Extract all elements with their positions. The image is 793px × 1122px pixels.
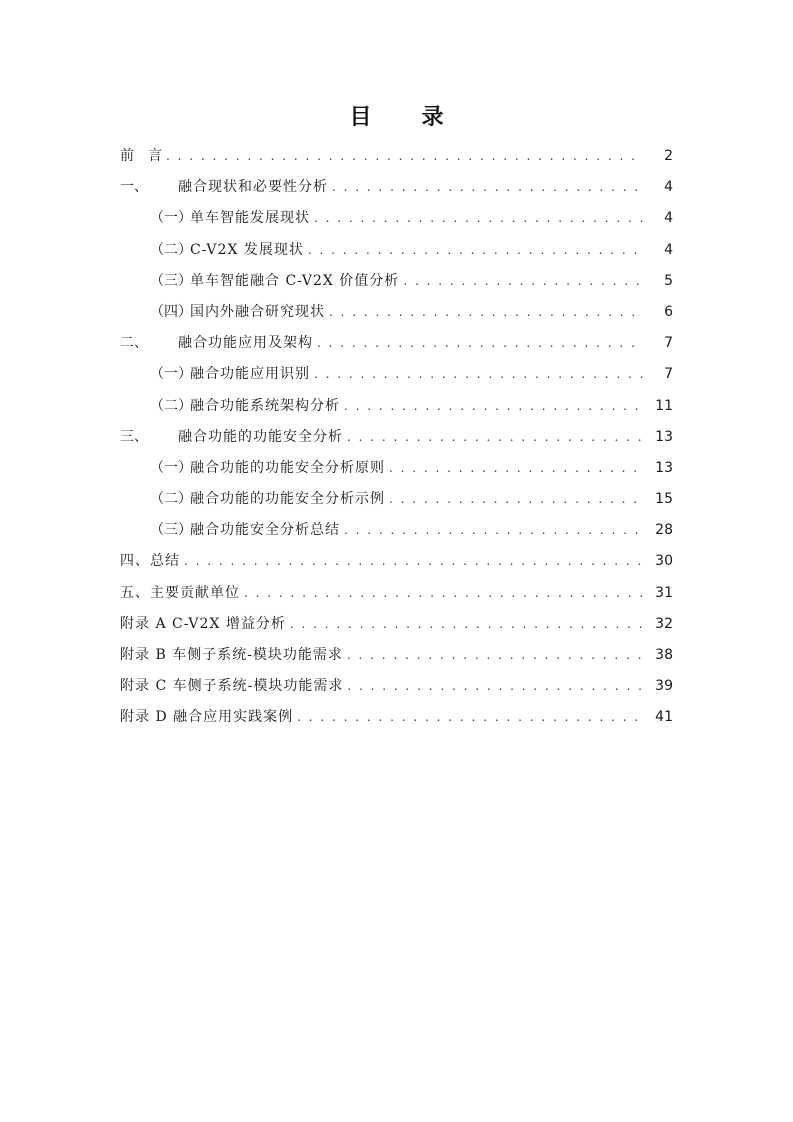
toc-entry-text: 单车智能发展现状 (190, 210, 310, 227)
toc-entry-text: 融合功能应用及架构 (178, 335, 313, 352)
toc-entry-text: 附录 C 车侧子系统-模块功能需求 (120, 678, 344, 695)
toc-entry-number: （二） (150, 397, 192, 414)
toc-entry-section-1-4[interactable] (0, 297, 793, 328)
toc-entry-appendix-d[interactable] (0, 702, 793, 733)
toc-entry-text: 融合现状和必要性分析 (178, 179, 328, 196)
toc-entry-appendix-a[interactable] (0, 609, 793, 640)
toc-entry-number: （四） (150, 303, 192, 320)
toc-entry-section-1-2[interactable] (0, 235, 793, 266)
dot-leader (297, 702, 643, 733)
dot-leader (332, 172, 643, 203)
toc-entry-page: 15 (655, 491, 673, 508)
toc-entry-number: 二、 (120, 335, 148, 352)
toc-entry-number: （二） (150, 241, 192, 258)
toc-entry-page: 11 (655, 397, 673, 414)
toc-entry-number: 三、 (120, 428, 148, 445)
toc-entry-page: 2 (664, 148, 673, 164)
toc-entry-page: 30 (655, 553, 673, 570)
dot-leader (184, 546, 643, 577)
toc-entry-section-3-2[interactable] (0, 484, 793, 515)
toc-entry-chapter-1[interactable] (0, 172, 793, 203)
toc-entry-text: 附录 B 车侧子系统-模块功能需求 (120, 647, 343, 663)
toc-entry-text: 四、总结 (120, 553, 180, 570)
toc-title-char-2: 录 (421, 105, 444, 130)
dot-leader (347, 671, 643, 702)
dot-leader (403, 266, 643, 297)
dot-leader (314, 203, 643, 234)
toc-entry-text: C-V2X 发展现状 (190, 241, 304, 258)
toc-entry-page: 4 (664, 210, 673, 227)
dot-leader (389, 484, 643, 515)
toc-entry-page: 13 (655, 459, 673, 476)
toc-entry-section-3-3[interactable] (0, 515, 793, 546)
toc-entry-text: 附录 A C-V2X 增益分析 (120, 615, 286, 632)
toc-entry-text: 单车智能融合 C-V2X 价值分析 (190, 272, 400, 289)
toc-entry-page: 38 (655, 647, 673, 663)
toc-entry-chapter-3[interactable] (0, 422, 793, 453)
toc-title (0, 100, 793, 131)
toc-entry-appendix-b[interactable] (0, 640, 793, 671)
dot-leader (389, 453, 643, 484)
dot-leader (344, 515, 643, 546)
toc-entry-page: 31 (655, 584, 673, 601)
dot-leader (308, 235, 643, 266)
toc-entry-section-1-1[interactable] (0, 203, 793, 234)
toc-entry-text: 国内外融合研究现状 (190, 303, 325, 320)
toc-entry-page: 41 (655, 709, 673, 726)
toc-entry-text: 融合功能的功能安全分析原则 (190, 459, 385, 476)
dot-leader (329, 297, 643, 328)
dot-leader (344, 391, 643, 422)
toc-entry-text: 融合功能的功能安全分析 (178, 428, 343, 445)
toc-title-char-1: 目 (349, 105, 372, 130)
toc-entry-text: 融合功能系统架构分析 (190, 397, 340, 414)
toc-entry-section-2-2[interactable] (0, 391, 793, 422)
toc-entry-page: 4 (664, 179, 673, 196)
toc-entry-number: （一） (150, 459, 192, 476)
toc-entry-number: （二） (150, 491, 192, 508)
toc-entry-section-1-3[interactable] (0, 266, 793, 297)
dot-leader (244, 578, 643, 609)
toc-entry-chapter-2[interactable] (0, 328, 793, 359)
toc-entry-page: 4 (664, 241, 673, 258)
dot-leader (290, 609, 643, 640)
toc-entry-number: 前 言 (120, 148, 162, 164)
toc-entry-page: 32 (655, 615, 673, 632)
toc-list (0, 141, 793, 734)
toc-entry-section-3-1[interactable] (0, 453, 793, 484)
toc-entry-text: 融合功能安全分析总结 (190, 522, 340, 539)
toc-entry-page: 28 (655, 522, 673, 539)
toc-entry-text: 融合功能的功能安全分析示例 (190, 491, 385, 508)
toc-entry-page: 7 (664, 335, 673, 352)
dot-leader (166, 141, 643, 172)
toc-entry-page: 7 (664, 366, 673, 383)
toc-entry-chapter-5[interactable] (0, 578, 793, 609)
toc-entry-page: 5 (664, 272, 673, 289)
dot-leader (314, 359, 643, 390)
toc-entry-page: 13 (655, 428, 673, 445)
toc-entry-number: 一、 (120, 179, 148, 196)
toc-entry-section-2-1[interactable] (0, 359, 793, 390)
dot-leader (347, 640, 643, 671)
toc-entry-page: 39 (655, 678, 673, 695)
toc-entry-number: （三） (150, 522, 192, 539)
toc-entry-number: （三） (150, 272, 192, 289)
toc-entry-text: 五、主要贡献单位 (120, 584, 240, 601)
toc-entry-number: （一） (150, 210, 192, 227)
toc-entry-text: 附录 D 融合应用实践案例 (120, 709, 294, 726)
toc-entry-text: 融合功能应用识别 (190, 366, 310, 383)
toc-entry-number: （一） (150, 366, 192, 383)
toc-entry-appendix-c[interactable] (0, 671, 793, 702)
dot-leader (347, 422, 643, 453)
toc-entry-chapter-4[interactable] (0, 546, 793, 577)
dot-leader (317, 328, 643, 359)
toc-entry-page: 6 (664, 303, 673, 320)
toc-entry-preface[interactable] (0, 141, 793, 172)
